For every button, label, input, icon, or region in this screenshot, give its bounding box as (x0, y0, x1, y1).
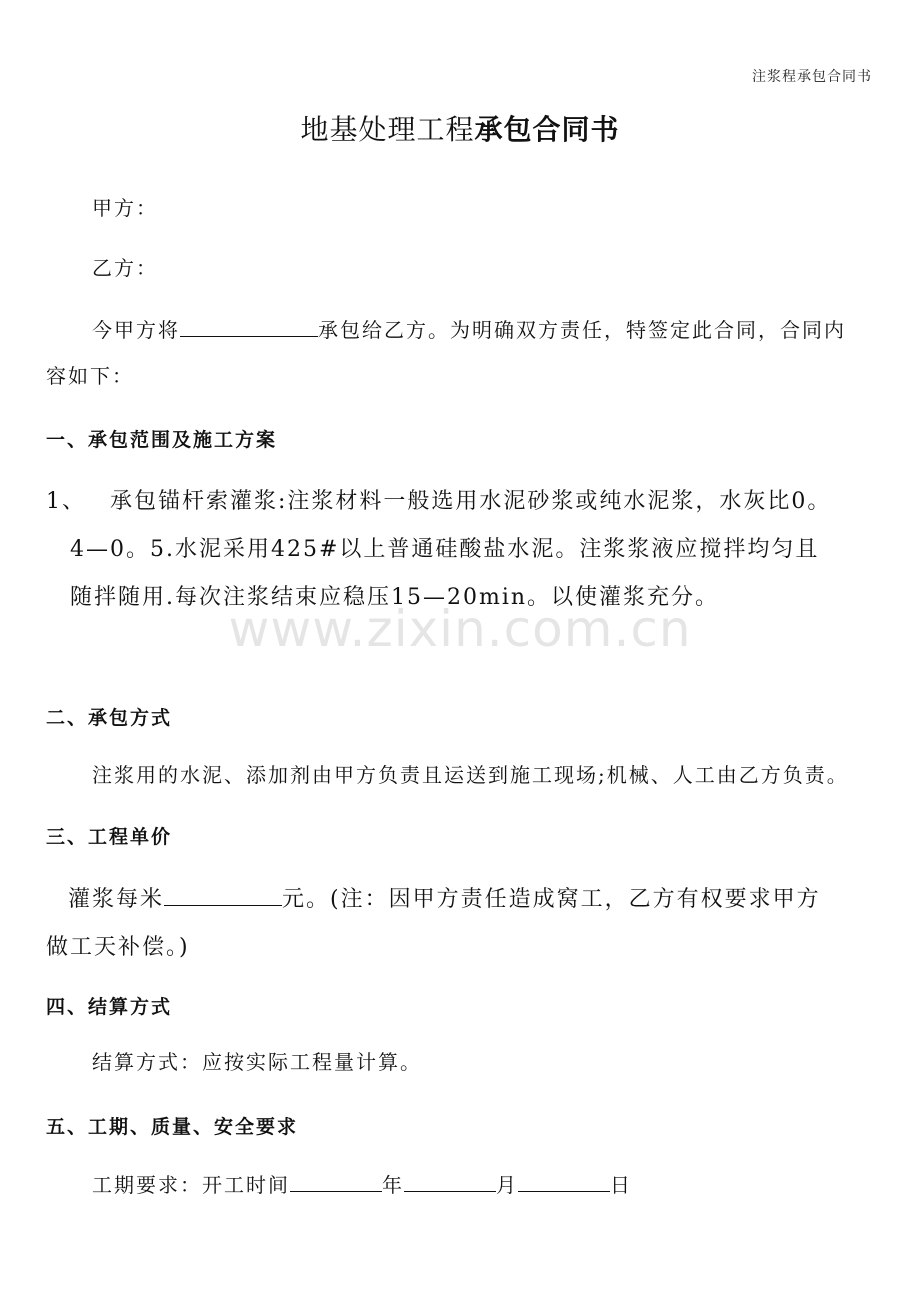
header-note: 注浆程承包合同书 (752, 69, 872, 85)
document-title (0, 108, 920, 148)
section-4-text: 结算方式：应按实际工程量计算。 (92, 1050, 422, 1074)
month-blank (404, 1171, 496, 1192)
section-2-text: 注浆用的水泥、添加剂由甲方负责且运送到施工现场;机械、人工由乙方负责。 (92, 763, 849, 787)
section-1-item-number: 1、 (46, 489, 86, 514)
unit-price-suffix: 元。(注：因甲方责任造成窝工，乙方有权要求甲方 (282, 887, 821, 912)
section-5-heading: 五、工期、质量、安全要求 (46, 1116, 299, 1138)
unit-price-prefix: 灌浆每米 (68, 887, 165, 912)
section-1-heading: 一、承包范围及施工方案 (46, 429, 278, 451)
day-blank (518, 1171, 610, 1192)
day-label: 日 (610, 1173, 632, 1197)
section-1-line-3: 随拌随用.每次注浆结束应稳压15—20min。以使灌浆充分。 (70, 585, 720, 610)
unit-price-blank (164, 885, 282, 906)
intro-line-1 (92, 316, 846, 342)
section-2-heading: 二、承包方式 (46, 707, 173, 729)
section-1-line-1: 承包锚杆索灌浆:注浆材料一般选用水泥砂浆或纯水泥浆，水灰比0。 (110, 489, 832, 514)
section-4-heading: 四、结算方式 (46, 996, 173, 1018)
section-5-schedule-line (92, 1171, 632, 1197)
party-b-label: 乙方： (92, 256, 158, 280)
project-name-blank (180, 316, 318, 337)
year-blank (290, 1171, 382, 1192)
title-part-2: 承包合同书 (474, 113, 620, 146)
party-a-label: 甲方： (92, 196, 158, 220)
section-3-line-1 (68, 882, 821, 913)
section-3-line-2: 做工天补偿。) (46, 935, 190, 960)
intro-suffix: 承包给乙方。为明确双方责任，特签定此合同，合同内 (318, 318, 846, 342)
section-1-line-2: 4—0。5.水泥采用425#以上普通硅酸盐水泥。注浆浆液应搅拌均匀且 (70, 537, 820, 562)
title-part-1: 地基处理工程 (300, 113, 475, 146)
month-label: 月 (496, 1173, 518, 1197)
intro-line-2: 容如下： (46, 364, 134, 388)
intro-prefix: 今甲方将 (92, 318, 180, 342)
watermark: www.zixin.com.cn (228, 600, 692, 658)
section-3-heading: 三、工程单价 (46, 826, 173, 848)
year-label: 年 (382, 1173, 404, 1197)
schedule-prefix: 工期要求：开工时间 (92, 1173, 290, 1197)
